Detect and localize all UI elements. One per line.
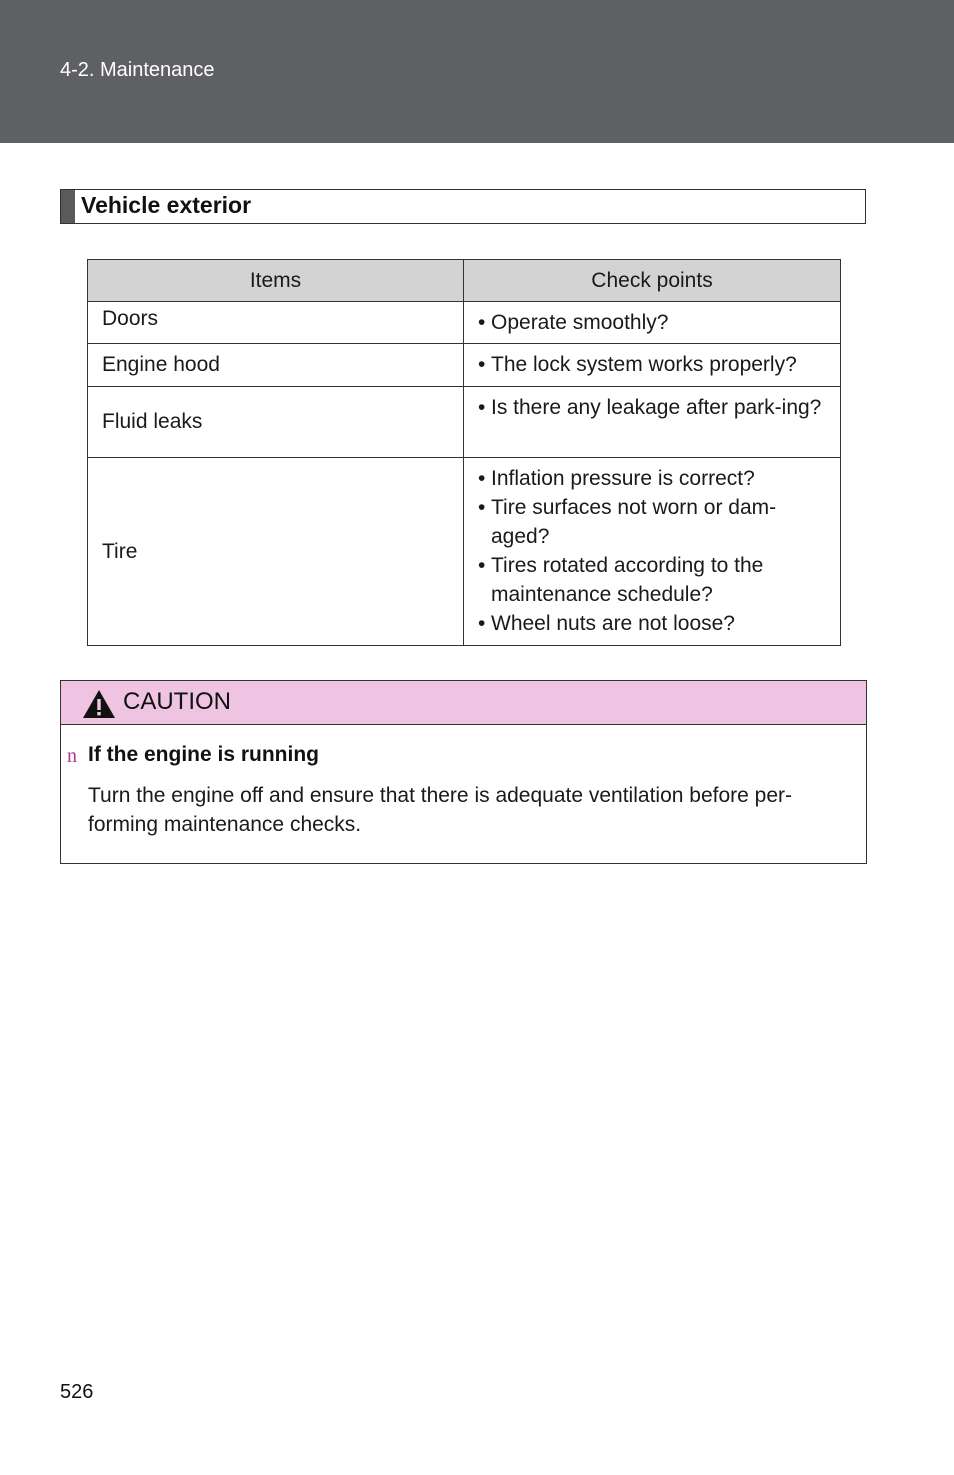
item-cell: Engine hood <box>88 344 464 387</box>
section-marker-bar <box>61 190 75 223</box>
section-heading <box>60 189 866 224</box>
page-number: 526 <box>60 1381 94 1403</box>
bullet-marker: n <box>67 745 77 767</box>
table-header-row <box>88 260 841 302</box>
check-points-cell <box>464 387 841 458</box>
check-points-cell <box>464 344 841 387</box>
column-header-items: Items <box>88 260 464 302</box>
column-header-check-points: Check points <box>464 260 841 302</box>
check-point: • Tires rotated according to the maintenance schedule? <box>478 551 832 609</box>
item-cell: Tire <box>88 458 464 646</box>
check-point: • Wheel nuts are not loose? <box>478 609 832 638</box>
check-points-cell <box>464 458 841 646</box>
warning-triangle-icon <box>81 688 117 720</box>
check-table <box>87 259 841 646</box>
section-title: Vehicle exterior <box>81 192 252 218</box>
check-points-cell <box>464 302 841 344</box>
table-row <box>88 387 841 458</box>
caution-box <box>60 680 867 864</box>
caution-label: CAUTION <box>123 688 231 715</box>
caution-header <box>61 681 866 725</box>
check-point: • Is there any leakage after park-ing? <box>478 393 832 422</box>
check-point: • The lock system works properly? <box>478 350 832 379</box>
caution-text: Turn the engine off and ensure that there is adequate ventilation before per-forming maintenance checks. <box>88 784 792 836</box>
check-point: • Operate smoothly? <box>478 308 832 337</box>
page-header <box>0 0 954 143</box>
caution-title: If the engine is running <box>88 743 319 766</box>
chapter-label: 4-2. Maintenance <box>60 59 215 81</box>
check-point: • Inflation pressure is correct? <box>478 464 832 493</box>
item-cell: Fluid leaks <box>88 387 464 458</box>
table-row <box>88 458 841 646</box>
table-row <box>88 344 841 387</box>
check-point: • Tire surfaces not worn or dam-aged? <box>478 493 832 551</box>
item-cell: Doors <box>88 302 464 344</box>
table-row <box>88 302 841 344</box>
